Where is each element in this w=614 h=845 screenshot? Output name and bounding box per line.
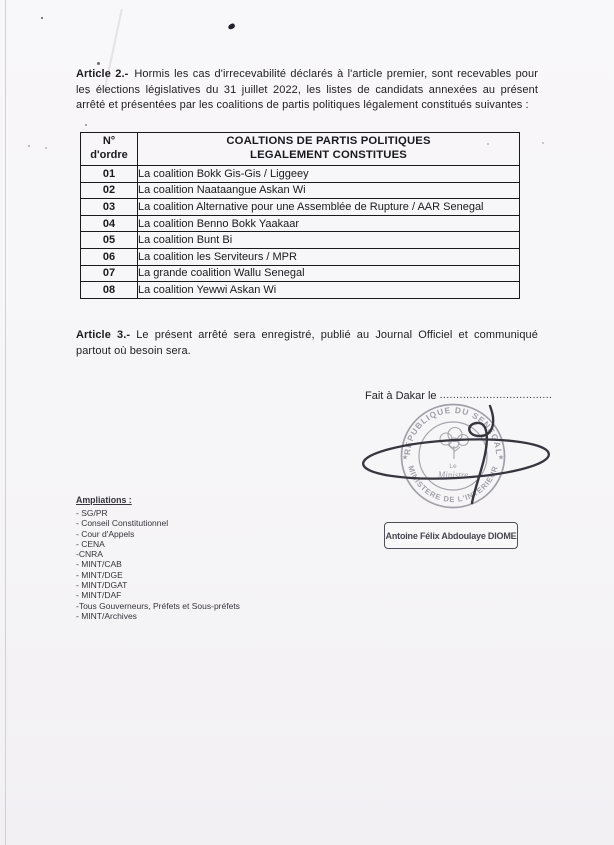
coalitions-table-head bbox=[81, 133, 520, 166]
scan-speck bbox=[85, 124, 87, 126]
table-header-ordre bbox=[81, 133, 138, 166]
row-number: 04 bbox=[81, 215, 138, 232]
stamp-arc-bottom-textpath: MINISTERE DE L'INTERIEUR bbox=[406, 464, 500, 505]
table-row bbox=[81, 232, 520, 249]
stamp-star-left-icon: ★ bbox=[401, 454, 409, 462]
stamp-star-right-icon: ★ bbox=[497, 454, 505, 462]
ampliation-item: -CNRA bbox=[76, 549, 103, 560]
article-3-paragraph bbox=[76, 328, 538, 359]
article-2-label: Article 2.- bbox=[76, 68, 129, 80]
coalition-name: La coalition Benno Bokk Yaakaar bbox=[138, 215, 520, 232]
article-3-body: Le présent arrêté sera enregistré, publié au Journal Officiel et communiqué partout où besoin sera. bbox=[76, 329, 538, 357]
stamp-arc-top-textpath: REPUBLIQUE DU SENEGAL bbox=[401, 404, 505, 456]
row-number: 01 bbox=[81, 166, 138, 183]
stamp-center-line1: Le bbox=[449, 463, 457, 470]
table-row bbox=[81, 199, 520, 216]
scan-speck bbox=[41, 17, 43, 19]
coalitions-table bbox=[80, 132, 520, 299]
scan-speck bbox=[97, 62, 100, 65]
ampliation-item: - MINT/DGAT bbox=[76, 580, 128, 591]
place-date-label: Fait à Dakar le bbox=[365, 390, 437, 402]
row-number: 06 bbox=[81, 248, 138, 265]
scan-speck bbox=[227, 23, 235, 30]
ampliations-list bbox=[76, 508, 240, 621]
coalition-name: La coalition Naataangue Askan Wi bbox=[138, 182, 520, 199]
table-header-row bbox=[81, 133, 520, 166]
ampliation-item: -Tous Gouverneurs, Préfets et Sous-préfets bbox=[76, 600, 240, 611]
ampliation-item: - SG/PR bbox=[76, 508, 108, 518]
header-coal-line2: LEGALEMENT CONSTITUES bbox=[250, 148, 407, 161]
ampliation-item: - MINT/CAB bbox=[76, 559, 122, 570]
table-header-coalitions bbox=[138, 133, 520, 166]
ampliation-item: - Conseil Constitutionnel bbox=[76, 518, 169, 529]
scan-speck bbox=[45, 147, 47, 149]
coalition-name: La coalition les Serviteurs / MPR bbox=[138, 248, 520, 265]
table-row bbox=[81, 282, 520, 299]
scan-speck bbox=[28, 145, 30, 147]
row-number: 05 bbox=[81, 232, 138, 249]
article-2-paragraph bbox=[76, 67, 538, 114]
header-ordre-line1: N° bbox=[102, 135, 116, 147]
ampliation-item: - MINT/DAF bbox=[76, 590, 122, 601]
ampliation-item: - MINT/Archives bbox=[76, 610, 137, 621]
header-coal-line1: COALTIONS DE PARTIS POLITIQUES bbox=[226, 135, 431, 147]
article-2-body: Hormis les cas d'irrecevabilité déclarés à l'article premier, sont recevables pour les élections législatives du 31 juillet 2022, les listes de candidats annexées au présent arrêté et présentées par les coalitions de partis politiques légalement constitués suivantes : bbox=[76, 68, 538, 112]
stamp-baobab-tree-icon bbox=[440, 428, 469, 460]
table-row bbox=[81, 166, 520, 183]
table-row bbox=[81, 265, 520, 282]
ampliations-title: Ampliations : bbox=[76, 495, 132, 505]
scan-speck bbox=[542, 142, 544, 144]
stamp-center-line2: Ministre bbox=[437, 470, 469, 480]
ampliation-item: - CENA bbox=[76, 538, 105, 549]
coalitions-table-body bbox=[81, 166, 520, 299]
table-row bbox=[81, 248, 520, 265]
header-ordre-line2: d'ordre bbox=[90, 148, 128, 161]
row-number: 07 bbox=[81, 265, 138, 282]
signer-name-plate bbox=[384, 522, 518, 549]
coalition-name: La coalition Yewwi Askan Wi bbox=[138, 282, 520, 299]
scan-edge-shadow bbox=[5, 0, 6, 845]
article-3-label: Article 3.- bbox=[76, 329, 131, 341]
table-row bbox=[81, 215, 520, 232]
coalition-name: La grande coalition Wallu Senegal bbox=[138, 265, 520, 282]
ampliations-section bbox=[76, 495, 240, 621]
coalition-name: La coalition Bokk Gis-Gis / Liggeey bbox=[138, 166, 520, 183]
ampliation-item: - MINT/DGE bbox=[76, 569, 123, 580]
ministry-round-stamp bbox=[398, 401, 508, 511]
date-dotted-line: .................................. bbox=[439, 389, 553, 401]
row-number: 03 bbox=[81, 199, 138, 216]
table-row bbox=[81, 182, 520, 199]
row-number: 02 bbox=[81, 182, 138, 199]
ampliation-item: - Cour d'Appels bbox=[76, 528, 135, 539]
signer-name: Antoine Félix Abdoulaye DIOME bbox=[385, 530, 517, 541]
coalition-name: La coalition Bunt Bi bbox=[138, 232, 520, 249]
row-number: 08 bbox=[81, 282, 138, 299]
coalition-name: La coalition Alternative pour une Assemblée de Rupture / AAR Senegal bbox=[138, 199, 520, 216]
